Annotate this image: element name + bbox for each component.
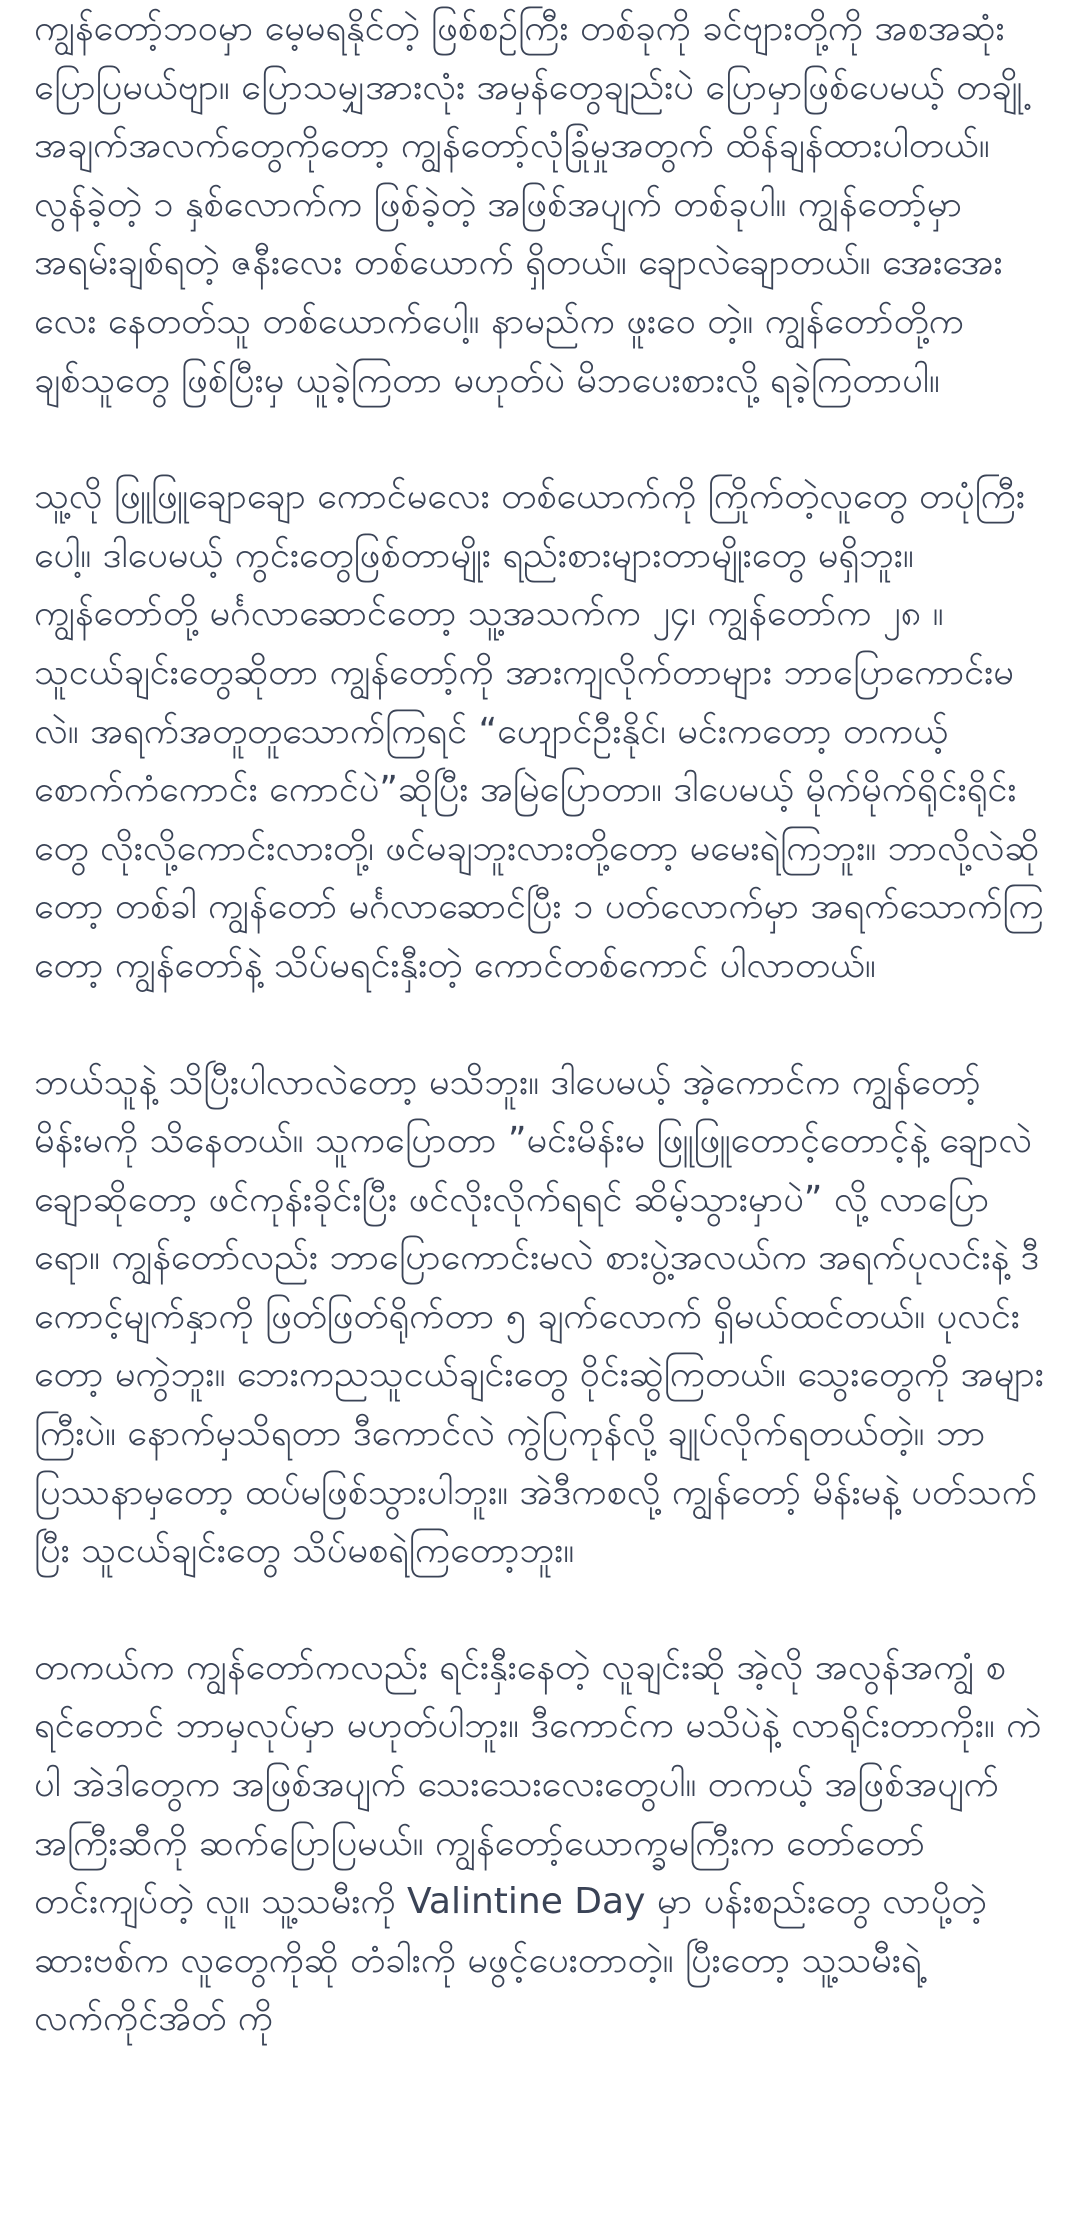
paragraph-2: သူ့လို ဖြူဖြူချောချော ကောင်မလေး တစ်ယောက်ကို ကြိုက်တဲ့လူတွေ တပုံကြီးပေါ့။ ဒါပေမယ့် ကွင်းတွေဖြစ်တာမျိုး ရည်းစားများတာမျိုးတွေ မရှိဘူး။ ကျွန်တော်တို့ မင်္ဂလာဆောင်တော့ သူ့အသက်က ၂၄၊ ကျွန်တော်က ၂၈ ။ သူငယ်ချင်းတွေဆိုတာ ကျွန်တော့်ကို အားကျလိုက်တာများ ဘာပြောကောင်းမလဲ။ အရက်အတူတူသောက်ကြရင် “ဟျောင်ဦးနိုင်၊ မင်းကတော့ တကယ့် စောက်ကံကောင်း ကောင်ပဲ”ဆိုပြီး အမြဲပြောတာ။ ဒါပေမယ့် မိုက်မိုက်ရိုင်းရိုင်းတွေ လိုးလို့ကောင်းလားတို့၊ ဖင်မချဘူးလားတို့တော့ မမေးရဲကြဘူး။ ဘာလို့လဲဆိုတော့ တစ်ခါ ကျွန်တော် မင်္ဂလာဆောင်ပြီး ၁ ပတ်လောက်မှာ အရက်သောက်ကြတော့ ကျွန်တော်နဲ့ သိပ်မရင်းနှီးတဲ့ ကောင်တစ်ကောင် ပါလာတယ်။ xyxy=(34,476,1044,986)
paragraph-1: ကျွန်တော့်ဘဝမှာ မေ့မရနိုင်တဲ့ ဖြစ်စဉ်ကြီး တစ်ခုကို ခင်ဗျားတို့ကို အစအဆုံး ပြောပြမယ်ဗျာ။ ပြောသမျှအားလုံး အမှန်တွေချည်းပဲ ပြောမှာဖြစ်ပေမယ့် တချို့အချက်အလက်တွေကိုတော့ ကျွန်တော့်လုံခြုံမှုအတွက် ထိန်ချန်ထားပါတယ်။ လွန်ခဲ့တဲ့ ၁ နှစ်လောက်က ဖြစ်ခဲ့တဲ့ အဖြစ်အပျက် တစ်ခုပါ။ ကျွန်တော့်မှာ အရမ်းချစ်ရတဲ့ ဇနီးလေး တစ်ယောက် ရှိတယ်။ ချောလဲချောတယ်။ အေးအေးလေး နေတတ်သူ တစ်ယောက်ပေါ့။ နာမည်က ဖူးဝေ တဲ့။ ကျွန်တော်တို့က ချစ်သူတွေ ဖြစ်ပြီးမှ ယူခဲ့ကြတာ မဟုတ်ပဲ မိဘပေးစားလို့ ရခဲ့ကြတာပါ။ xyxy=(34,8,1023,401)
paragraph-3: ဘယ်သူနဲ့ သိပြီးပါလာလဲတော့ မသိဘူး။ ဒါပေမယ့် အဲ့ကောင်က ကျွန်တော့်မိန်းမကို သိနေတယ်။ သူကပြောတာ ”မင်းမိန်းမ ဖြူဖြူတောင့်တောင့်နဲ့ ချောလဲချောဆိုတော့ ဖင်ကုန်းခိုင်းပြီး ဖင်လိုးလိုက်ရရင် ဆိမ့်သွားမှာပဲ” လို့ လာပြောရော။ ကျွန်တော်လည်း ဘာပြောကောင်းမလဲ စားပွဲ့အလယ်က အရက်ပုလင်းနဲ့ ဒီကောင့်မျက်နှာကို ဖြတ်ဖြတ်ရိုက်တာ ၅ ချက်လောက် ရှိမယ်ထင်တယ်။ ပုလင်းတော့ မကွဲဘူး။ ဘေးကညသူငယ်ချင်းတွေ ဝိုင်းဆွဲကြတယ်။ သွေးတွေကို အများကြီးပဲ။ နောက်မှသိရတာ ဒီကောင်လဲ ကွဲပြကုန်လို့ ချုပ်လိုက်ရတယ်တဲ့။ ဘာပြဿနာမှတော့ ထပ်မဖြစ်သွားပါဘူး။ အဲဒီကစလို့ ကျွန်တော့် မိန်းမနဲ့ ပတ်သက်ပြီး သူငယ်ချင်းတွေ သိပ်မစရဲကြတော့ဘူး။ xyxy=(34,1061,1044,1572)
paragraph-4: တကယ်က ကျွန်တော်ကလည်း ရင်းနှီးနေတဲ့ လူချင်းဆို အဲ့လို အလွန်အကျွံ စရင်တောင် ဘာမှလုပ်မှာ မဟုတ်ပါဘူး။ ဒီကောင်က မသိပဲနဲ့ လာရိုင်းတာကိုး။ ကဲပါ အဲဒါတွေက အဖြစ်အပျက် သေးသေးလေးတွေပါ။ တကယ့် အဖြစ်အပျက်အကြီးဆီကို ဆက်ပြောပြမယ်။ ကျွန်တော့်ယောက္ခမကြီးက တော်တော်တင်းကျပ်တဲ့ လူ။ သူ့သမီးကို Valintine Day မှာ ပန်းစည်းတွေ လာပို့တဲ့ ဆားဗစ်က လူတွေကိုဆို တံခါးကို မဖွင့်ပေးတာတဲ့။ ပြီးတော့ သူ့သမီးရဲ့ လက်ကိုင်အိတ် ကို xyxy=(34,1646,1042,2040)
article-body xyxy=(34,0,1046,2049)
